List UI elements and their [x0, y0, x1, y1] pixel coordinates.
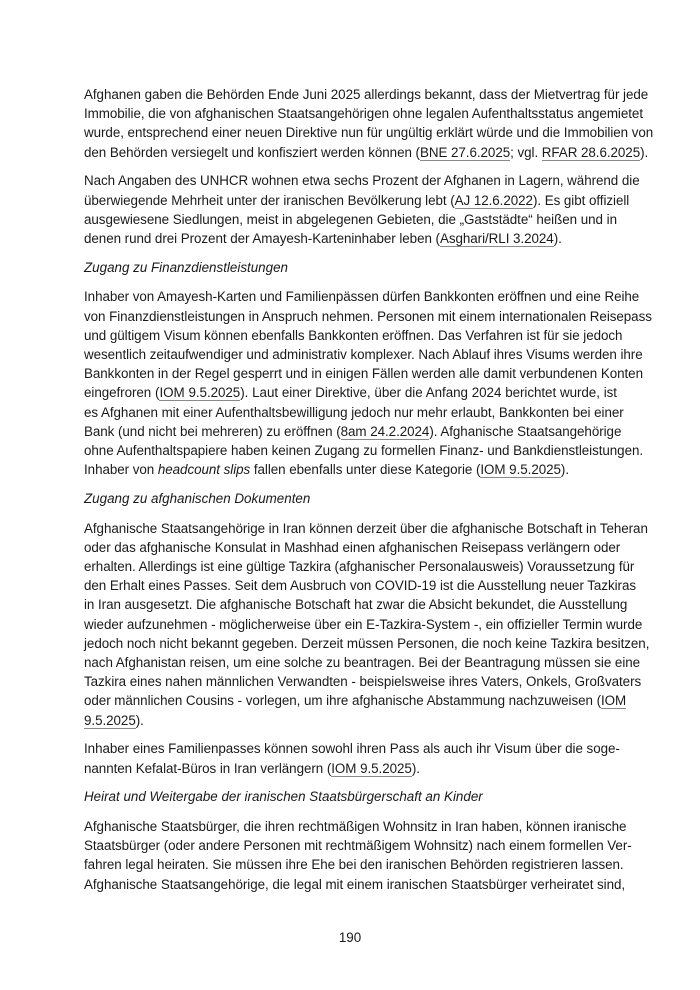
text-segment: erhalten. Allerdings ist eine gültige Tazkira (afghanischer Personalausweis) Voraussetzung für — [84, 558, 635, 574]
text-segment: nach Afghanistan reisen, um eine solche zu beantragen. Bei der Beantragung müssen sie eine — [84, 654, 641, 670]
text-line — [84, 875, 626, 894]
text-segment: es Afghanen mit einer Aufenthaltsbewilligung jedoch nur mehr erlaubt, Bankkonten bei einer — [84, 404, 624, 420]
text-line — [84, 576, 637, 595]
text-segment: den Behörden versiegelt und konfisziert werden können ( — [84, 144, 420, 160]
text-segment: Afghanen gaben die Behörden Ende Juni 2025 allerdings bekannt, dass der Mietvertrag für jede — [84, 87, 649, 102]
citation-link[interactable]: RFAR 28.6.2025 — [541, 144, 641, 160]
text-line — [84, 85, 649, 104]
text-line — [84, 403, 624, 422]
document-body — [84, 85, 654, 903]
text-line — [84, 383, 617, 402]
text-segment: ). — [553, 230, 562, 246]
section-heading: Zugang zu Finanzdienstleistungen — [84, 259, 288, 275]
text-line — [84, 104, 643, 123]
text-line — [84, 441, 644, 460]
text-segment: oder männlichen Cousins - vorlegen, um ihre afghanische Abstammung nachzuweisen ( — [84, 693, 601, 709]
text-segment: Inhaber eines Familienpasses können sowohl ihren Pass als auch ihr Visum über die soge- — [84, 741, 620, 757]
text-line — [84, 326, 623, 345]
text-segment: in Iran ausgesetzt. Die afghanische Botschaft hat zwar die Absicht bekundet, die Ausstellung — [84, 597, 628, 613]
text-segment: von Finanzdienstleistungen in Anspruch nehmen. Personen mit einem internationalen Reisepass — [84, 308, 652, 324]
text-segment: Bankkonten in der Regel gesperrt und in einigen Fällen werden alle damit verbundenen Konten — [84, 366, 643, 382]
citation-link[interactable]: AJ 12.6.2022 — [454, 192, 533, 208]
text-segment: wurde, entsprechend einer neuen Direktive nun für ungültig erklärt würde und die Immobilien von — [84, 125, 654, 141]
text-segment: ). Es gibt offiziell — [532, 192, 630, 208]
paragraph — [84, 85, 654, 162]
text-segment: Staatsbürger (oder andere Personen mit rechtmäßigem Wohnsitz) nach einem formellen Ver- — [84, 838, 632, 854]
text-line — [84, 229, 617, 248]
text-line — [84, 855, 624, 874]
text-line — [84, 460, 617, 479]
text-line — [84, 615, 643, 634]
text-segment: fallen ebenfalls unter diese Kategorie ( — [250, 462, 481, 478]
text-line — [84, 364, 643, 383]
text-segment: den Erhalt eines Passes. Seit dem Ausbruch von COVID-19 ist die Ausstellung neuer Tazkiras — [84, 578, 637, 594]
text-segment: ). — [411, 760, 420, 776]
text-segment: Afghanische Staatsbürger, die ihren rechtmäßigen Wohnsitz in Iran haben, können iranische — [84, 818, 627, 834]
text-segment: ). Laut einer Direktive, über die Anfang 2024 berichtet wurde, ist — [240, 385, 617, 401]
text-line — [84, 595, 628, 614]
text-segment: fahren legal heiraten. Sie müssen ihre Ehe bei den iranischen Behörden registrieren lassen. — [84, 857, 624, 873]
text-line — [84, 836, 632, 855]
text-line — [84, 210, 617, 229]
paragraph — [84, 739, 620, 777]
text-segment: ausgewiesene Siedlungen, meist in abgelegenen Gebieten, die „Gaststädte“ heißen und in — [84, 211, 617, 227]
text-line — [84, 557, 635, 576]
text-segment: Nach Angaben des UNHCR wohnen etwa sechs Prozent der Afghanen in Lagern, während die — [84, 173, 640, 189]
text-line — [84, 345, 643, 364]
text-line — [84, 759, 617, 778]
section-heading: Zugang zu afghanischen Dokumenten — [84, 490, 311, 506]
paragraph — [84, 171, 640, 248]
emphasized-text: headcount slips — [157, 462, 251, 478]
text-segment: nannten Kefalat-Büros in Iran verlängern ( — [84, 760, 332, 776]
text-line — [84, 538, 621, 557]
text-segment: ). — [135, 712, 144, 728]
text-line — [84, 634, 650, 653]
text-line — [84, 739, 620, 758]
text-segment: eingefroren ( — [84, 385, 160, 401]
citation-link[interactable]: Asghari/RLI 3.2024 — [439, 230, 554, 246]
text-line — [84, 287, 640, 306]
text-segment: Afghanische Staatsangehörige in Iran können derzeit über die afghanische Botschaft in Teheran — [84, 520, 648, 536]
section-heading: Heirat und Weitergabe der iranischen Staatsbürgerschaft an Kinder — [84, 789, 483, 805]
text-segment: Inhaber von — [84, 462, 158, 478]
text-segment: oder das afghanische Konsulat in Mashhad einen afghanischen Reisepass verlängern oder — [84, 539, 621, 555]
citation-link[interactable]: IOM 9.5.2025 — [159, 385, 241, 401]
text-segment: ). — [560, 462, 570, 478]
text-segment: ). Afghanische Staatsangehörige — [429, 423, 622, 439]
text-segment: überwiegende Mehrheit unter der iranischen Bevölkerung lebt ( — [84, 192, 455, 208]
paragraph — [84, 519, 650, 730]
text-line — [84, 191, 630, 210]
text-segment: jedoch noch nicht bekannt gegeben. Derzeit müssen Personen, die noch keine Tazkira besitzen, — [84, 635, 650, 651]
text-line — [84, 519, 648, 538]
text-line — [84, 422, 622, 441]
text-line — [84, 672, 642, 691]
citation-link[interactable]: IOM 9.5.2025 — [480, 462, 561, 478]
text-segment: Afghanische Staatsangehörige, die legal mit einem iranischen Staatsbürger verheiratet sind, — [84, 876, 626, 892]
text-segment: und gültigem Visum können ebenfalls Bankkonten eröffnen. Das Verfahren ist für sie jedoch — [84, 327, 623, 343]
text-segment: ; vgl. — [510, 144, 542, 160]
text-line — [84, 653, 641, 672]
citation-link[interactable]: IOM — [600, 693, 627, 709]
text-segment: ). — [640, 144, 649, 160]
text-segment: denen rund drei Prozent der Amayesh-Karteninhaber leben ( — [84, 230, 440, 246]
citation-link[interactable]: 8am 24.2.2024 — [340, 423, 430, 439]
citation-link[interactable]: IOM 9.5.2025 — [331, 760, 412, 776]
text-line — [84, 691, 627, 710]
paragraph — [84, 817, 632, 894]
text-segment: Bank (und nicht bei mehreren) zu eröffnen ( — [84, 423, 341, 439]
text-segment: wesentlich zeitaufwendiger und administrativ komplexer. Nach Ablauf ihres Visums werden ihre — [84, 346, 643, 362]
text-segment: Inhaber von Amayesh-Karten und Familienpässen dürfen Bankkonten eröffnen und eine Reihe — [84, 289, 640, 305]
page-number: 190 — [338, 930, 362, 945]
citation-link[interactable]: BNE 27.6.2025 — [419, 144, 511, 160]
text-line — [84, 307, 652, 326]
text-line — [84, 143, 649, 162]
text-line — [84, 123, 654, 142]
text-segment: Immobilie, die von afghanischen Staatsangehörigen ohne legalen Aufenthaltsstatus angemietet — [84, 106, 643, 122]
text-line — [84, 171, 640, 190]
citation-link[interactable]: 9.5.2025 — [84, 712, 136, 728]
text-line — [84, 817, 627, 836]
paragraph — [84, 287, 652, 479]
text-segment: Tazkira eines nahen männlichen Verwandten - beispielsweise ihres Vaters, Onkels, Großvaters — [84, 674, 642, 690]
text-segment: wieder aufzunehmen - möglicherweise über ein E-Tazkira-System -, ein offizieller Termin wurde — [84, 616, 643, 632]
text-line — [84, 711, 617, 730]
text-segment: ohne Aufenthaltspapiere haben keinen Zugang zu formellen Finanz- und Bankdienstleistungen. — [84, 442, 644, 458]
